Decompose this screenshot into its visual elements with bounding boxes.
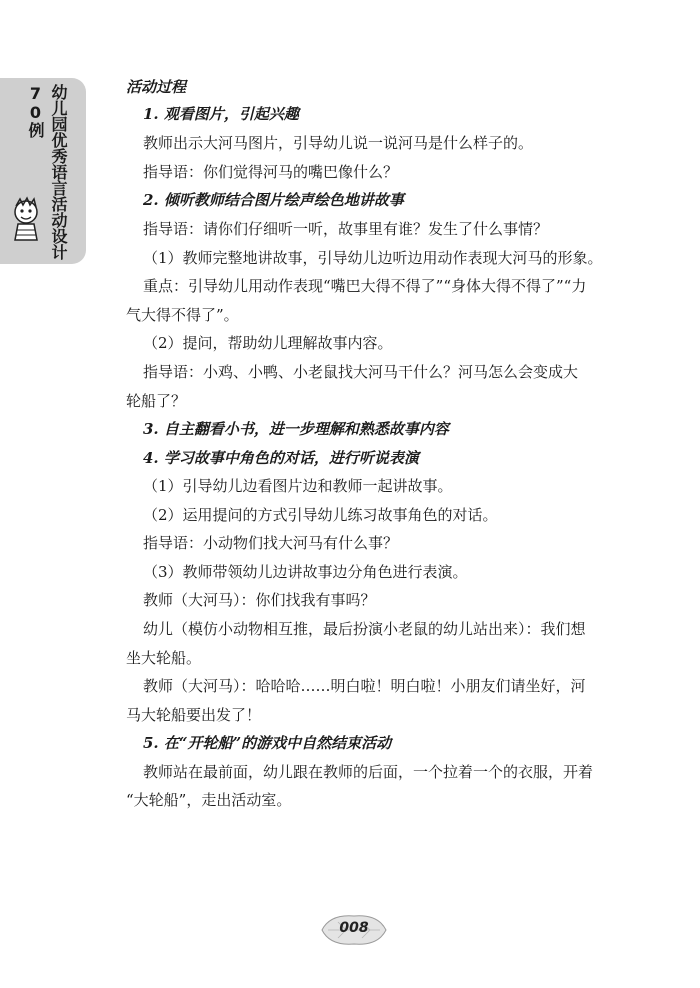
- step-heading: 2. 倾听教师结合图片绘声绘色地讲故事: [143, 191, 404, 209]
- cartoon-boy-icon: [6, 196, 46, 246]
- paragraph-line: 指导语：你们觉得河马的嘴巴像什么？: [143, 163, 399, 181]
- paragraph-line: （3）教师带领幼儿边讲故事边分角色进行表演。: [143, 563, 468, 581]
- step-heading: 4. 学习故事中角色的对话，进行听说表演: [143, 449, 419, 467]
- paragraph-line: “大轮船”，走出活动室。: [126, 791, 292, 809]
- paragraph-line: 重点：引导幼儿用动作表现“嘴巴大得不得了”“身体大得不得了”“力: [143, 277, 587, 295]
- paragraph-line: 教师（大河马）：哈哈哈……明白啦！明白啦！小朋友们请坐好，河: [143, 677, 586, 695]
- paragraph-line: 轮船了？: [126, 392, 187, 410]
- section-heading: 活动过程: [126, 78, 187, 96]
- paragraph-line: （2）运用提问的方式引导幼儿练习故事角色的对话。: [143, 506, 498, 524]
- page-number-ornament: [318, 910, 390, 950]
- paragraph-line: 坐大轮船。: [126, 649, 202, 667]
- paragraph-line: 指导语：小动物们找大河马有什么事？: [143, 534, 399, 552]
- paragraph-line: 气大得不得了”。: [126, 306, 239, 324]
- paragraph-line: 指导语：小鸡、小鸭、小老鼠找大河马干什么？河马怎么会变成大: [143, 363, 579, 381]
- paragraph-line: 教师站在最前面，幼儿跟在教师的后面，一个拉着一个的衣服，开着: [143, 763, 594, 781]
- step-heading: 5. 在“开轮船”的游戏中自然结束活动: [143, 734, 392, 752]
- paragraph-line: 幼儿（模仿小动物相互推，最后扮演小老鼠的幼儿站出来）：我们想: [143, 620, 586, 638]
- step-heading: 3. 自主翻看小书，进一步理解和熟悉故事内容: [143, 420, 449, 438]
- paragraph-line: 马大轮船要出发了！: [126, 706, 262, 724]
- paragraph-line: （1）教师完整地讲故事，引导幼儿边听边用动作表现大河马的形象。: [143, 249, 603, 267]
- step-heading: 1. 观看图片，引起兴趣: [143, 105, 299, 123]
- paragraph-line: （1）引导幼儿边看图片边和教师一起讲故事。: [143, 477, 453, 495]
- paragraph-line: 教师出示大河马图片，引导幼儿说一说河马是什么样子的。: [143, 134, 534, 152]
- paragraph-line: 教师（大河马）：你们找我有事吗？: [143, 591, 376, 609]
- paragraph-line: （2）提问，帮助幼儿理解故事内容。: [143, 334, 393, 352]
- side-tab: [0, 78, 86, 264]
- paragraph-line: 指导语：请你们仔细听一听，故事里有谁？发生了什么事情？: [143, 220, 549, 238]
- book-title-vertical: 幼儿园优秀语言活动设计70例: [26, 84, 68, 260]
- page-number: 008: [339, 920, 369, 936]
